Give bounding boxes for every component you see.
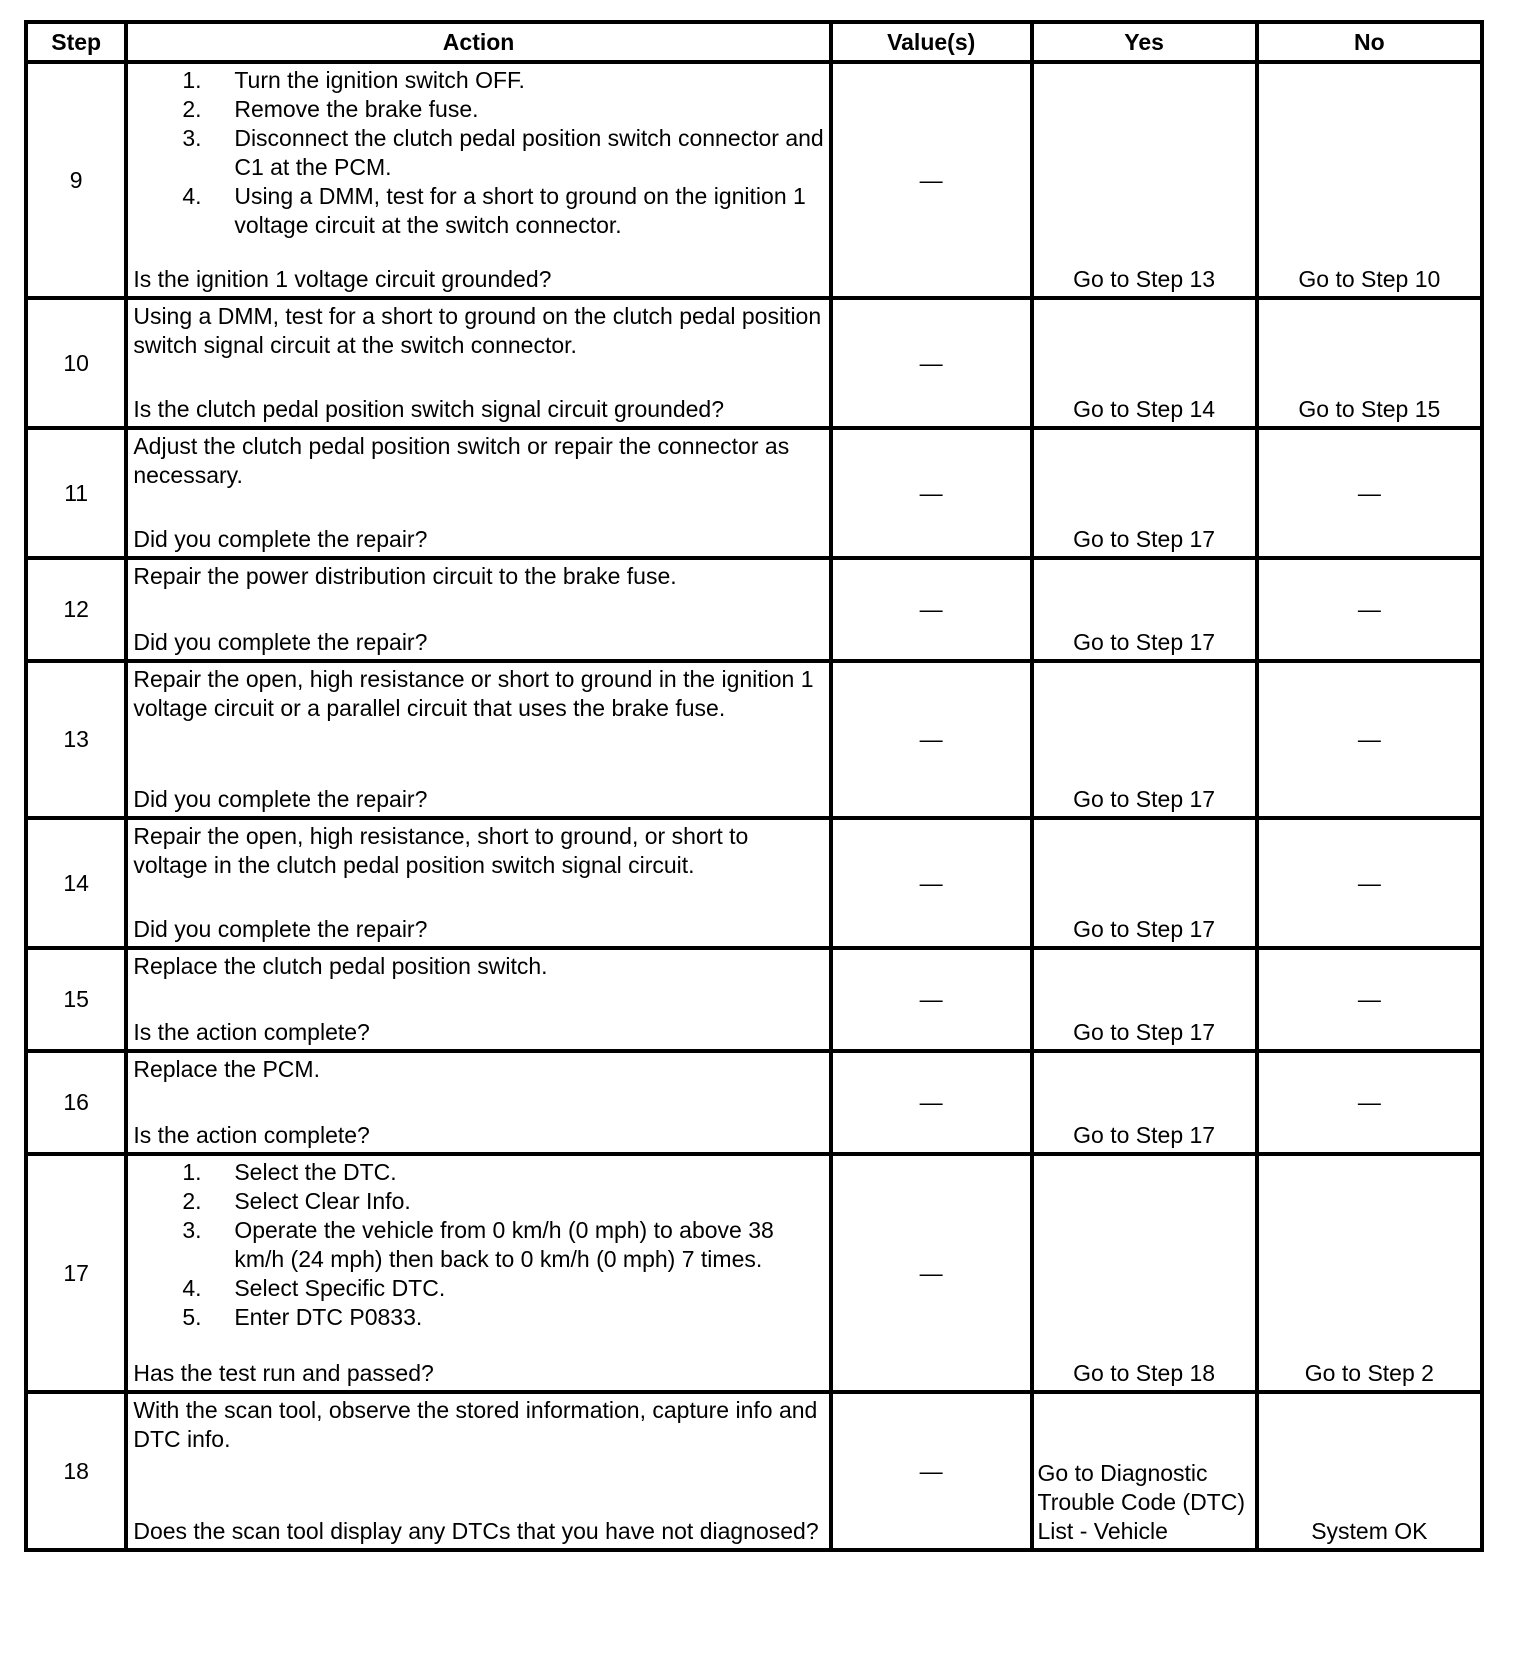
question-text: Is the clutch pedal position switch signal circuit grounded?	[133, 396, 724, 422]
value-cell: —	[831, 1392, 1032, 1550]
value-cell: —	[831, 428, 1032, 558]
value-cell: —	[831, 558, 1032, 661]
table-row	[26, 428, 1482, 558]
step-number: 10	[26, 298, 126, 428]
header-row	[26, 22, 1482, 62]
no-cell: System OK	[1257, 1392, 1482, 1550]
table-row	[26, 298, 1482, 428]
value-cell: —	[831, 948, 1032, 1051]
question-text: Is the action complete?	[133, 1019, 370, 1045]
question-text: Did you complete the repair?	[133, 526, 428, 552]
instruction-text: Repair the open, high resistance, short to ground, or short to voltage in the clutch pedal position switch signal circuit.	[133, 823, 749, 878]
instruction-text: Repair the power distribution circuit to the brake fuse.	[133, 563, 677, 589]
value-cell: —	[831, 62, 1032, 298]
header-step: Step	[26, 22, 126, 62]
table-row	[26, 818, 1482, 948]
no-cell: Go to Step 10	[1257, 62, 1482, 298]
no-cell: —	[1257, 818, 1482, 948]
step-number: 15	[26, 948, 126, 1051]
table-row	[26, 661, 1482, 818]
no-cell: Go to Step 15	[1257, 298, 1482, 428]
action-cell	[126, 818, 831, 948]
step-number: 12	[26, 558, 126, 661]
action-cell	[126, 558, 831, 661]
yes-cell: Go to Step 17	[1032, 1051, 1257, 1154]
value-cell: —	[831, 661, 1032, 818]
list-item: Disconnect the clutch pedal position switch connector and C1 at the PCM.	[234, 125, 824, 180]
step-number: 17	[26, 1154, 126, 1392]
value-cell: —	[831, 298, 1032, 428]
header-no: No	[1257, 22, 1482, 62]
action-cell	[126, 62, 831, 298]
table-row	[26, 1051, 1482, 1154]
step-list	[133, 66, 825, 240]
table-row	[26, 1392, 1482, 1550]
no-cell: —	[1257, 428, 1482, 558]
table-row	[26, 948, 1482, 1051]
instruction-text: Replace the clutch pedal position switch.	[133, 953, 548, 979]
list-item: Select Specific DTC.	[234, 1275, 446, 1301]
value-cell: —	[831, 1154, 1032, 1392]
yes-cell: Go to Diagnostic Trouble Code (DTC) List - Vehicle	[1032, 1392, 1257, 1550]
yes-cell: Go to Step 18	[1032, 1154, 1257, 1392]
no-cell: —	[1257, 1051, 1482, 1154]
list-item: Turn the ignition switch OFF.	[234, 67, 525, 93]
step-list	[133, 1158, 825, 1332]
step-number: 14	[26, 818, 126, 948]
yes-cell: Go to Step 17	[1032, 428, 1257, 558]
step-number: 13	[26, 661, 126, 818]
instruction-text: Adjust the clutch pedal position switch or repair the connector as necessary.	[133, 433, 790, 488]
step-number: 9	[26, 62, 126, 298]
table-row	[26, 1154, 1482, 1392]
list-item: Enter DTC P0833.	[234, 1304, 423, 1330]
step-number: 16	[26, 1051, 126, 1154]
no-cell: —	[1257, 661, 1482, 818]
diagnostic-table	[24, 20, 1484, 1552]
instruction-text: Replace the PCM.	[133, 1056, 320, 1082]
list-item: Operate the vehicle from 0 km/h (0 mph) to above 38 km/h (24 mph) then back to 0 km/h (0 mph) 7 times.	[234, 1217, 774, 1272]
list-item: Select Clear Info.	[234, 1188, 411, 1214]
question-text: Did you complete the repair?	[133, 916, 428, 942]
list-item: Select the DTC.	[234, 1159, 397, 1185]
action-cell	[126, 428, 831, 558]
question-text: Does the scan tool display any DTCs that you have not diagnosed?	[133, 1518, 819, 1544]
no-cell: —	[1257, 948, 1482, 1051]
instruction-text: Using a DMM, test for a short to ground on the clutch pedal position switch signal circuit at the switch connector.	[133, 303, 822, 358]
action-cell	[126, 1051, 831, 1154]
yes-cell: Go to Step 17	[1032, 818, 1257, 948]
yes-cell: Go to Step 14	[1032, 298, 1257, 428]
action-cell	[126, 298, 831, 428]
instruction-text: Repair the open, high resistance or short to ground in the ignition 1 voltage circuit or a parallel circuit that uses the brake fuse.	[133, 666, 814, 721]
action-cell	[126, 661, 831, 818]
header-action: Action	[126, 22, 831, 62]
yes-cell: Go to Step 17	[1032, 558, 1257, 661]
question-text: Did you complete the repair?	[133, 629, 428, 655]
action-cell	[126, 1154, 831, 1392]
question-text: Did you complete the repair?	[133, 786, 428, 812]
yes-cell: Go to Step 13	[1032, 62, 1257, 298]
no-cell: Go to Step 2	[1257, 1154, 1482, 1392]
header-values: Value(s)	[831, 22, 1032, 62]
yes-cell: Go to Step 17	[1032, 948, 1257, 1051]
table-row	[26, 62, 1482, 298]
table-row	[26, 558, 1482, 661]
question-text: Is the action complete?	[133, 1122, 370, 1148]
list-item: Remove the brake fuse.	[234, 96, 479, 122]
action-cell	[126, 948, 831, 1051]
question-text: Has the test run and passed?	[133, 1360, 434, 1386]
yes-cell: Go to Step 17	[1032, 661, 1257, 818]
question-text: Is the ignition 1 voltage circuit grounded?	[133, 266, 552, 292]
header-yes: Yes	[1032, 22, 1257, 62]
value-cell: —	[831, 818, 1032, 948]
value-cell: —	[831, 1051, 1032, 1154]
no-cell: —	[1257, 558, 1482, 661]
step-number: 11	[26, 428, 126, 558]
instruction-text: With the scan tool, observe the stored information, capture info and DTC info.	[133, 1397, 818, 1452]
step-number: 18	[26, 1392, 126, 1550]
action-cell	[126, 1392, 831, 1550]
list-item: Using a DMM, test for a short to ground on the ignition 1 voltage circuit at the switch connector.	[234, 183, 806, 238]
